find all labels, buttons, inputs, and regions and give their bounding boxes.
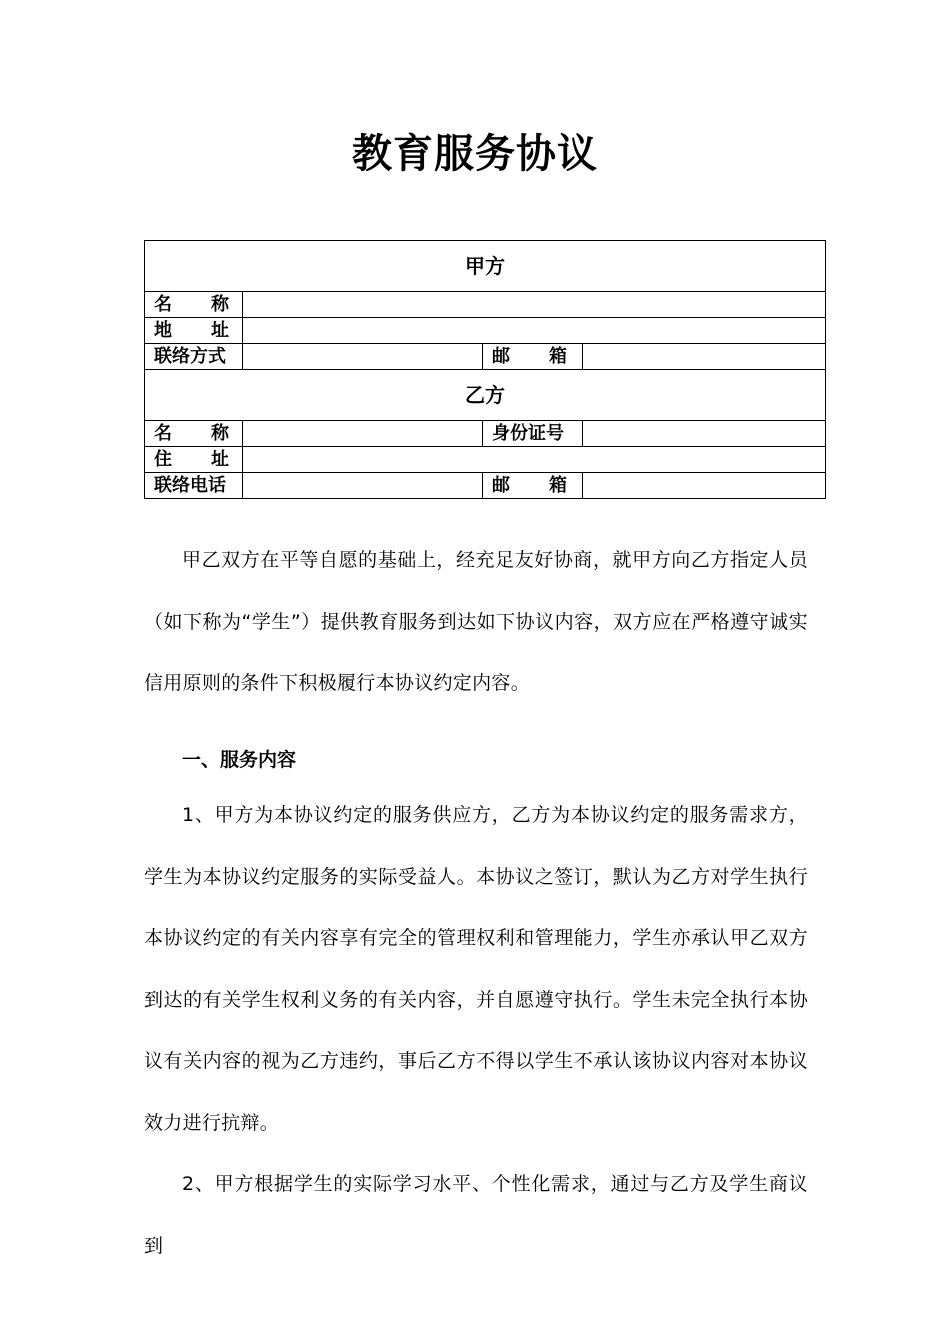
party-a-email-field[interactable] [583, 344, 826, 370]
party-a-header: 甲方 [145, 241, 826, 292]
party-b-email-label: 邮 箱 [483, 473, 583, 499]
party-b-name-field[interactable] [243, 421, 483, 447]
section-1-heading: 一、服务内容 [182, 749, 297, 771]
document-title: 教育服务协议 [352, 130, 598, 177]
party-b-phone-label: 联络电话 [145, 473, 243, 499]
party-b-email-field[interactable] [583, 473, 826, 499]
party-b-id-field[interactable] [583, 421, 826, 447]
clause-2-paragraph: 2、甲方根据学生的实际学习水平、个性化需求，通过与乙方及学生商议到 [144, 1173, 808, 1257]
intro-paragraph: 甲乙双方在平等自愿的基础上，经充足友好协商，就甲方向乙方指定人员（如下称为“学生”）提供教育服务到达如下协议内容，双方应在严格遵守诚实信用原则的条件下积极履行本协议约定内容。 [144, 549, 808, 694]
section-1-body [144, 785, 808, 1277]
party-a-contact-label: 联络方式 [145, 344, 243, 370]
party-a-address-label: 地 址 [145, 318, 243, 344]
party-b-header: 乙方 [145, 370, 826, 421]
clause-1-paragraph: 1、甲方为本协议约定的服务供应方，乙方为本协议约定的服务需求方，学生为本协议约定服务的实际受益人。本协议之签订，默认为乙方对学生执行本协议约定的有关内容享有完全的管理权利和管理能力，学生亦承认甲乙双方到达的有关学生权利义务的有关内容，并自愿遵守执行。学生未完全执行本协议有关内容的视为乙方违约，事后乙方不得以学生不承认该协议内容对本协议效力进行抗辩。 [144, 804, 808, 1134]
party-a-email-label: 邮 箱 [483, 344, 583, 370]
party-a-name-label: 名 称 [145, 292, 243, 318]
party-b-phone-field[interactable] [243, 473, 483, 499]
party-b-name-label: 名 称 [145, 421, 243, 447]
party-b-id-label: 身份证号 [483, 421, 583, 447]
party-b-address-field[interactable] [243, 447, 826, 473]
party-a-contact-field[interactable] [243, 344, 483, 370]
party-info-table [144, 240, 826, 499]
party-b-address-label: 住 址 [145, 447, 243, 473]
party-a-name-field[interactable] [243, 292, 826, 318]
intro-block [144, 530, 808, 715]
party-a-address-field[interactable] [243, 318, 826, 344]
